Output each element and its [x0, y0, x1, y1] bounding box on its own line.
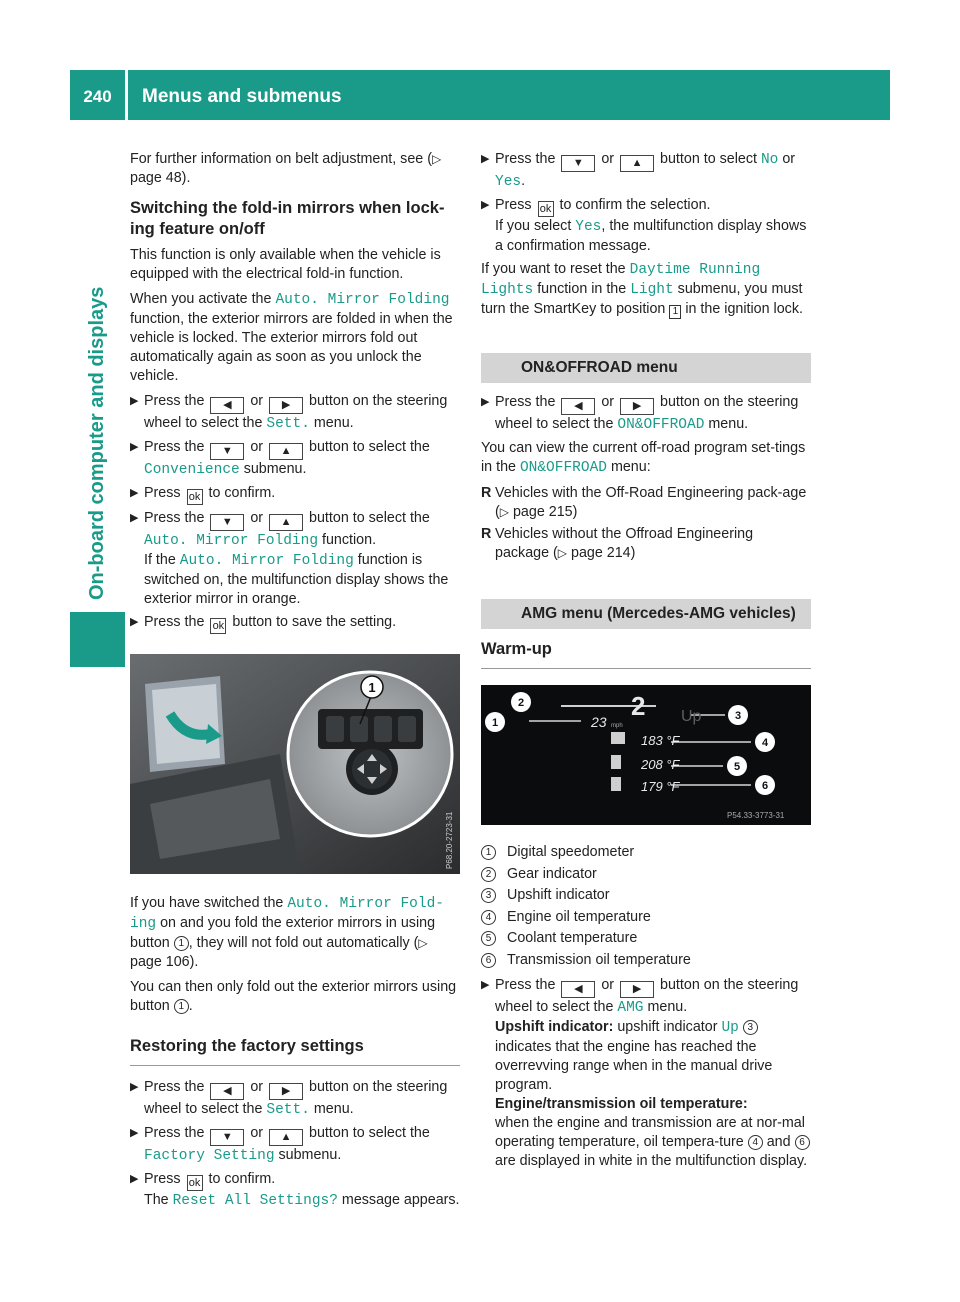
right-key-icon: ▶	[620, 398, 654, 415]
availability-paragraph: This function is only available when the vehicle is equipped with the electrical fold-in function.	[130, 247, 441, 282]
intro-paragraph: For further information on belt adjustment, see (▷ page 48).	[130, 151, 442, 186]
legend-item: 6 Transmission oil temperature	[481, 951, 811, 970]
bullet-with-package: R Vehicles with the Off-Road Engineering pack-age (▷ page 215)	[481, 485, 807, 520]
page-pointer-icon: ▷	[418, 936, 428, 950]
svg-text:4: 4	[761, 737, 769, 749]
up-key-icon: ▲	[620, 155, 654, 172]
down-key-icon: ▼	[210, 514, 244, 531]
legend-item: 1 Digital speedometer	[481, 843, 811, 862]
step-restore-confirm: ▶ Press ok to confirm. The Reset All Settings? message appears.	[130, 1171, 460, 1209]
fold-out-paragraph: You can then only fold out the exterior mirrors using button 1 .	[130, 979, 457, 1014]
callout-3-icon: 3	[481, 888, 496, 903]
step-select-no-yes: ▶ Press the ▼ or ▲ button to select No or Yes.	[481, 151, 796, 190]
warm-up-legend	[481, 843, 811, 970]
down-key-icon: ▼	[561, 155, 595, 172]
bullet-without-package: R Vehicles without the Offroad Engineering package (▷ page 214)	[481, 526, 754, 561]
step-arrow-icon: ▶	[130, 616, 139, 628]
svg-text:179 °F: 179 °F	[641, 779, 680, 794]
callout-6-icon: 6	[795, 1135, 810, 1150]
step-confirm: ▶ Press ok to confirm.	[130, 485, 276, 503]
legend-item: 2 Gear indicator	[481, 865, 811, 884]
ok-key-icon: ok	[210, 618, 226, 634]
step-select-mirror-folding: ▶ Press the ▼ or ▲ button to select the Auto. Mirror Folding function. If the Auto. Mirror Folding function is switched on, the multifunction display shows the exterior mirror in orange.	[130, 510, 449, 607]
ok-key-icon: ok	[187, 1175, 203, 1191]
step-select-sett-menu: ▶ Press the ◀ or ▶ button on the steering wheel to select the Sett. menu.	[130, 393, 448, 432]
left-key-icon: ◀	[210, 397, 244, 414]
svg-text:1: 1	[491, 717, 499, 729]
step-arrow-icon: ▶	[481, 153, 490, 165]
svg-text:6: 6	[761, 780, 769, 792]
left-key-icon: ◀	[210, 1083, 244, 1100]
callout-5-icon: 5	[481, 931, 496, 946]
step-restore-select-factory: ▶ Press the ▼ or ▲ button to select the Factory Setting submenu.	[130, 1125, 430, 1164]
legend-item: 4 Engine oil temperature	[481, 908, 811, 927]
heading-fold-in-mirrors: Switching the fold-in mirrors when lock-ing feature on/off	[130, 199, 445, 238]
up-key-icon: ▲	[269, 514, 303, 531]
callout-1-icon: 1	[481, 845, 496, 860]
key-position-1-icon: 1	[669, 305, 681, 319]
side-tab-marker	[70, 612, 125, 667]
svg-text:23: 23	[591, 714, 607, 730]
right-column	[481, 150, 811, 1175]
side-tab-label: On-board computer and displays	[86, 286, 108, 600]
svg-text:1: 1	[368, 680, 376, 695]
step-arrow-icon: ▶	[130, 487, 139, 499]
legend-item: 5 Coolant temperature	[481, 929, 811, 948]
fold-warning-paragraph: If you have switched the Auto. Mirror Fold‐ing on and you fold the exterior mirrors in using button 1 , they will not fold out automatically (▷ page 106).	[130, 895, 444, 970]
step-arrow-icon: ▶	[130, 1081, 139, 1093]
step-restore-select-sett: ▶ Press the ◀ or ▶ button on the steering wheel to select the Sett. menu.	[130, 1079, 448, 1118]
step-arrow-icon: ▶	[481, 978, 490, 991]
step-arrow-icon: ▶	[481, 396, 490, 408]
svg-text:Up: Up	[681, 708, 702, 725]
svg-text:2: 2	[631, 691, 646, 721]
bullet-icon: R	[481, 485, 492, 501]
callout-3-icon: 3	[743, 1020, 758, 1035]
heading-warm-up: Warm-up	[481, 639, 811, 669]
svg-text:P68.20-2723-31: P68.20-2723-31	[445, 811, 454, 869]
right-key-icon: ▶	[269, 397, 303, 414]
step-arrow-icon: ▶	[130, 1127, 139, 1139]
callout-2-icon: 2	[481, 867, 496, 882]
callout-1-icon: 1	[174, 936, 189, 951]
page-pointer-icon: ▷	[431, 152, 442, 166]
svg-text:2: 2	[517, 697, 525, 709]
svg-text:183 °F: 183 °F	[641, 733, 680, 748]
left-column	[130, 150, 460, 1215]
step-select-convenience: ▶ Press the ▼ or ▲ button to select the Convenience submenu.	[130, 439, 430, 478]
callout-6-icon: 6	[481, 953, 496, 968]
warm-up-display-image	[481, 685, 811, 825]
step-select-onoffroad: ▶ Press the ◀ or ▶ button on the steering wheel to select the ON&OFFROAD menu.	[481, 394, 799, 433]
activation-paragraph: When you activate the Auto. Mirror Folding function, the exterior mirrors are folded in when the vehicle is locked. The exterior mirrors fold out automatically again as soon as you unlock the vehicle.	[130, 291, 453, 384]
step-arrow-icon: ▶	[130, 395, 139, 407]
step-arrow-icon: ▶	[130, 441, 139, 453]
svg-text:3: 3	[734, 710, 742, 722]
page-pointer-icon: ▷	[557, 546, 568, 560]
mirror-switch-photo	[130, 654, 460, 874]
step-select-amg: ▶ Press the ◀ or ▶ button on the steering wheel to select the AMG menu. Upshift indicator: upshift indicator Up 3 indicates that the engine has reached the overrevving range when in the manual drive program. Engine/transmission oil temperature: when the engine and transmission are at nor-mal operating temperature, oil tempera-ture 4 and 6 are displayed in white in the multifunction display.	[481, 976, 811, 1171]
offroad-view-paragraph: You can view the current off-road program set-tings in the ON&OFFROAD menu:	[481, 440, 806, 476]
section-amg-menu: AMG menu (Mercedes-AMG vehicles)	[481, 599, 811, 629]
right-key-icon: ▶	[620, 981, 654, 998]
svg-text:mph: mph	[611, 723, 623, 729]
callout-4-icon: 4	[481, 910, 496, 925]
header-separator	[125, 70, 128, 120]
callout-4-icon: 4	[748, 1135, 763, 1150]
step-confirm-selection: ▶ Press ok to confirm the selection. If you select Yes, the multifunction display shows a confirmation message.	[481, 197, 807, 254]
up-key-icon: ▲	[269, 1129, 303, 1146]
step-arrow-icon: ▶	[130, 512, 139, 524]
page-title: Menus and submenus	[142, 86, 342, 107]
page-number: 240	[83, 87, 112, 106]
page-pointer-icon: ▷	[499, 505, 509, 519]
reset-daytime-paragraph: If you want to reset the Daytime Running Lights function in the Light submenu, you must turn the SmartKey to position 1 in the ignition lock.	[481, 261, 803, 317]
down-key-icon: ▼	[210, 1129, 244, 1146]
section-onoffroad-menu: ON&OFFROAD menu	[481, 353, 811, 383]
ok-key-icon: ok	[538, 201, 554, 217]
svg-text:P54.33-3773-31: P54.33-3773-31	[727, 811, 785, 820]
step-arrow-icon: ▶	[481, 199, 490, 211]
svg-text:208 °F: 208 °F	[641, 757, 680, 772]
left-key-icon: ◀	[561, 398, 595, 415]
ok-key-icon: ok	[187, 489, 203, 505]
up-key-icon: ▲	[269, 443, 303, 460]
legend-item: 3 Upshift indicator	[481, 886, 811, 905]
step-save-setting: ▶ Press the ok button to save the setting.	[130, 614, 397, 632]
step-arrow-icon: ▶	[130, 1173, 139, 1185]
right-key-icon: ▶	[269, 1083, 303, 1100]
svg-text:5: 5	[733, 761, 741, 773]
bullet-icon: R	[481, 526, 492, 542]
down-key-icon: ▼	[210, 443, 244, 460]
callout-1-icon: 1	[174, 999, 189, 1014]
left-key-icon: ◀	[561, 981, 595, 998]
heading-restore-factory: Restoring the factory settings	[130, 1036, 460, 1066]
